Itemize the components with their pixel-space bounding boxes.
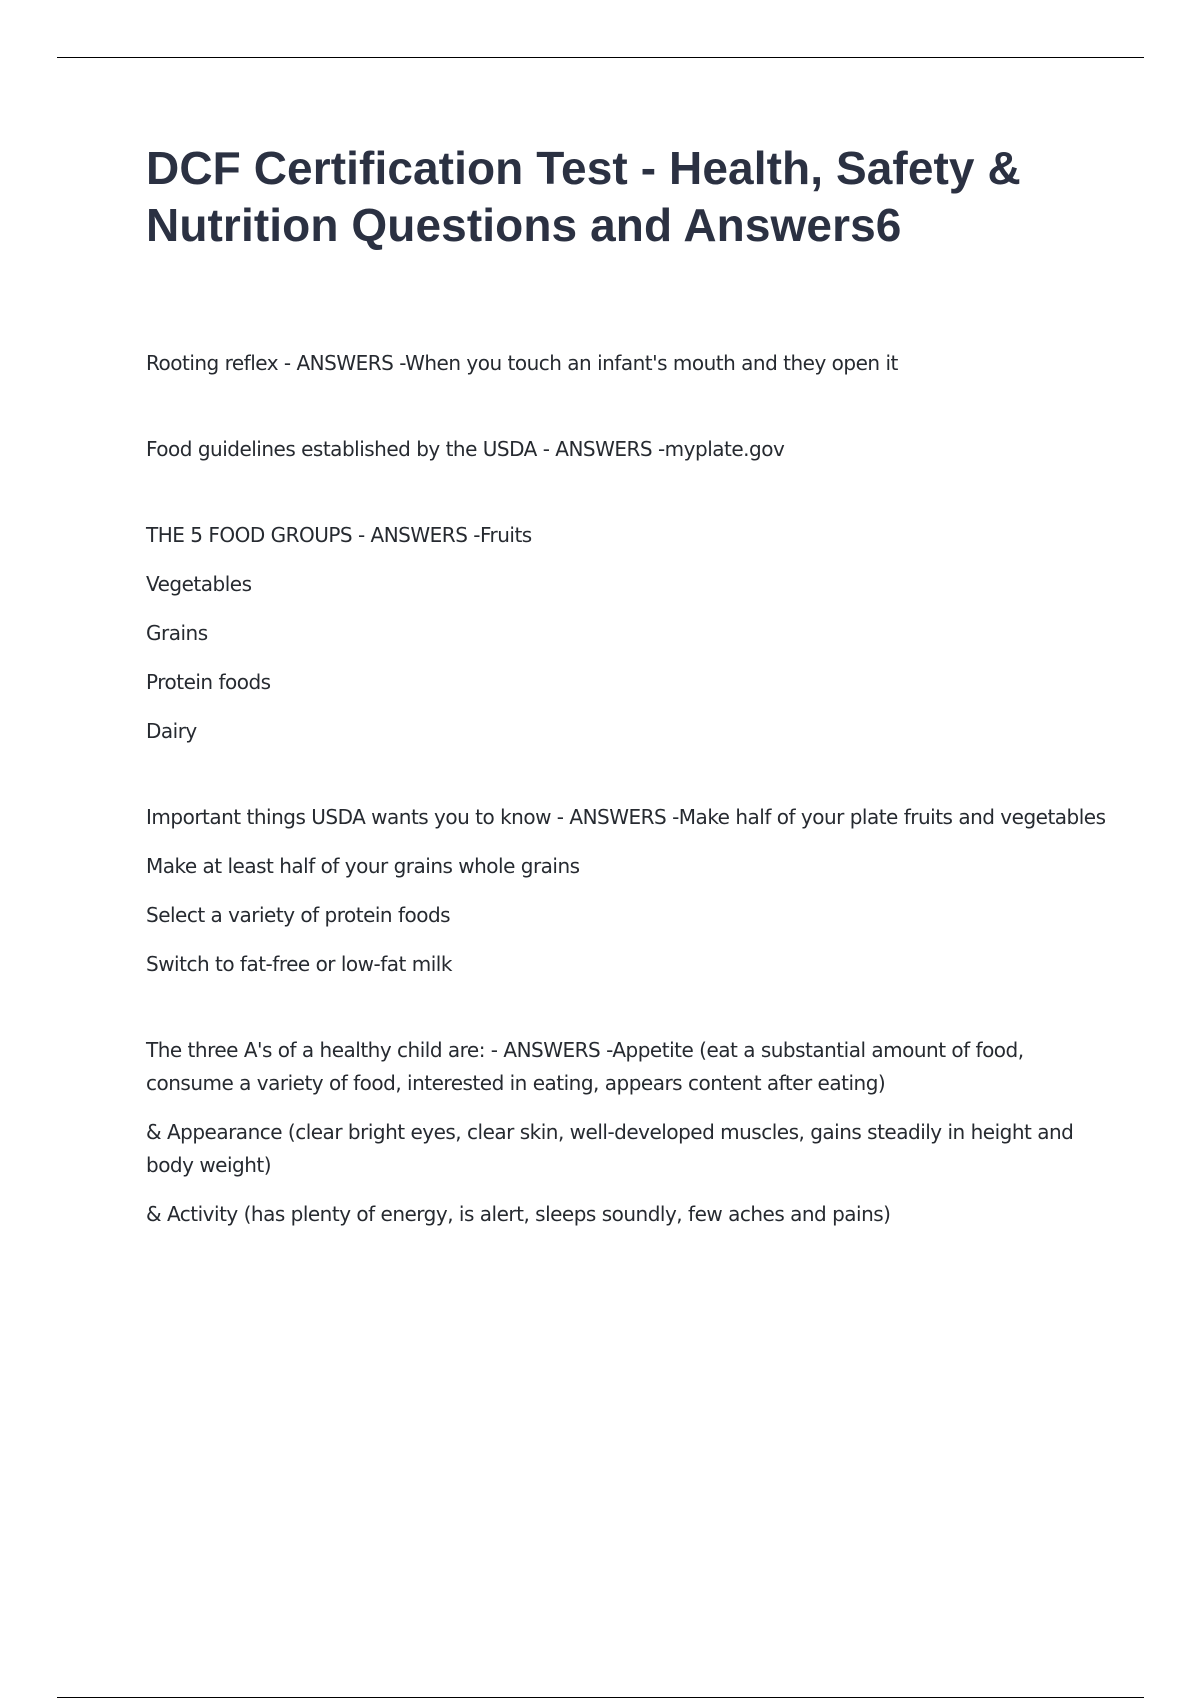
qa-line: Select a variety of protein foods — [146, 903, 451, 927]
qa-line: Vegetables — [146, 572, 252, 596]
qa-item-food-groups — [146, 519, 1106, 748]
qa-line: Food guidelines established by the USDA - ANSWERS -myplate.gov — [146, 437, 785, 461]
qa-line: Switch to fat-free or low-fat milk — [146, 952, 452, 976]
qa-line: The three A's of a healthy child are: - ANSWERS -Appetite (eat a substantial amount of food, consume a variety of food, interested in eating, appears content after eating) — [146, 1038, 1024, 1095]
qa-line: Make at least half of your grains whole grains — [146, 854, 580, 878]
qa-line: Grains — [146, 621, 208, 645]
page-title: DCF Certification Test - Health, Safety & Nutrition Questions and Answers6 — [146, 142, 1021, 251]
qa-item-usda-important-things — [146, 801, 1106, 981]
page-content — [146, 140, 1106, 1284]
qa-line: THE 5 FOOD GROUPS - ANSWERS -Fruits — [146, 523, 532, 547]
qa-line: Protein foods — [146, 670, 271, 694]
qa-line: Dairy — [146, 719, 197, 743]
bottom-divider — [57, 1697, 1144, 1698]
top-divider — [57, 57, 1144, 58]
qa-item-three-as — [146, 1034, 1106, 1231]
qa-line: & Activity (has plenty of energy, is alert, sleeps soundly, few aches and pains) — [146, 1202, 891, 1226]
qa-line: Important things USDA wants you to know - ANSWERS -Make half of your plate fruits and vegetables — [146, 805, 1106, 829]
qa-line: & Appearance (clear bright eyes, clear skin, well-developed muscles, gains steadily in height and body weight) — [146, 1120, 1074, 1177]
qa-list — [146, 347, 1106, 1231]
qa-item-food-guidelines — [146, 433, 1106, 466]
qa-line: Rooting reflex - ANSWERS -When you touch an infant's mouth and they open it — [146, 351, 898, 375]
qa-item-rooting-reflex — [146, 347, 1106, 380]
